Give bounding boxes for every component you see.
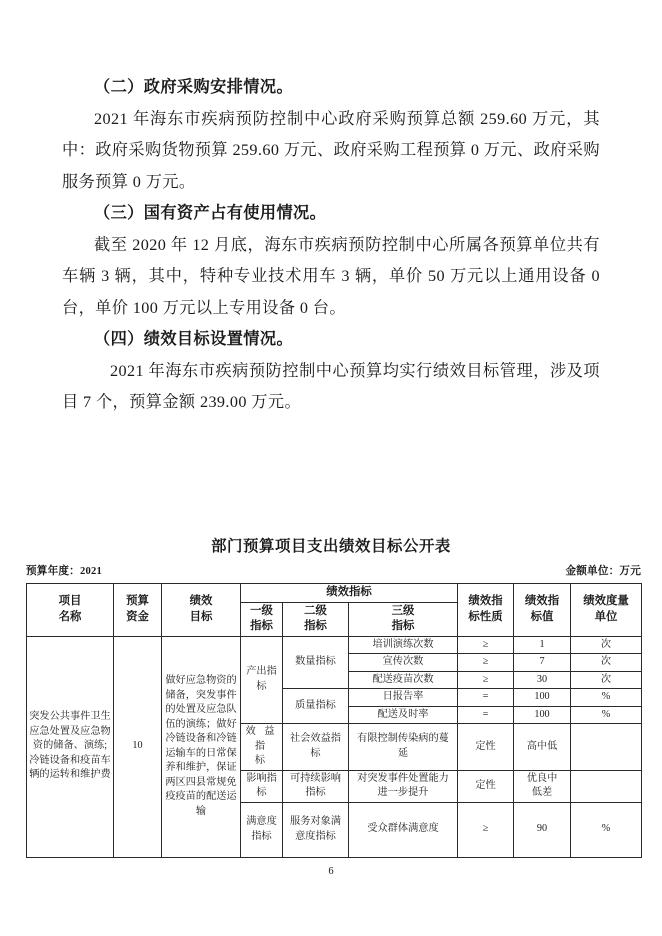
cell-nature: ≥ <box>458 636 514 654</box>
cell-level1-satisfaction-line2: 指标 <box>251 830 272 842</box>
section-paragraph-4: 2021 年海东市疾病预防控制中心预算均实行绩效目标管理，涉及项目 7 个，预算金额 239.00 万元。 <box>62 361 600 411</box>
header-level3-line1: 三级 <box>391 604 415 617</box>
cell-level1-impact-line2: 标 <box>256 787 267 798</box>
cell-value: 30 <box>514 671 571 689</box>
table-header-row-1 <box>27 584 642 603</box>
section-paragraph-3: 截至 2020 年 12 月底，海东市疾病预防控制中心所属各预算单位共有车辆 3 辆，其中，特种专业技术用车 3 辆，单价 50 万元以上通用设备 0 台，单价 100 万元以上专用设备 0 台。 <box>62 235 600 317</box>
header-unit-line1: 绩效度量 <box>583 595 629 608</box>
cell-budget: 10 <box>114 636 162 857</box>
header-target-line1: 绩效 <box>189 595 213 608</box>
performance-target-table <box>26 583 642 858</box>
cell-level3-line2: 进一步提升 <box>377 787 429 798</box>
cell-level3: 日报告率 <box>349 689 458 707</box>
cell-level2-service-satisfaction-line1: 服务对象满 <box>290 816 341 827</box>
cell-value: 高中低 <box>514 724 571 771</box>
cell-value-line2: 低差 <box>531 787 553 798</box>
cell-performance-target: 做好应急物资的储备，突发事件的处置及应急队伍的演练；做好冷链设备和冷链运输车的日常保养和维护，保证两区四县常规免疫疫苗的配送运输 <box>162 636 241 857</box>
cell-level3: 受众群体满意度 <box>349 802 458 857</box>
cell-level3: 配送及时率 <box>349 706 458 724</box>
cell-level1-output <box>241 636 283 724</box>
header-level3-line2: 指标 <box>391 620 415 632</box>
header-level2-line1: 二级 <box>304 604 327 617</box>
header-project-name <box>27 584 114 637</box>
cell-value <box>514 770 571 802</box>
cell-level2-sustainable-impact <box>283 770 349 802</box>
cell-unit: 次 <box>571 654 642 672</box>
cell-nature: ≥ <box>458 802 514 857</box>
cell-unit: 次 <box>571 671 642 689</box>
cell-level1-benefit-line1: 效 益 指 <box>245 726 278 752</box>
cell-unit <box>571 724 642 771</box>
cell-nature: ≥ <box>458 671 514 689</box>
cell-level1-impact-line1: 影响指 <box>246 772 277 784</box>
section-paragraph-2: 2021 年海东市疾病预防控制中心政府采购预算总额 259.60 万元，其中：政府采购货物预算 259.60 万元、政府采购工程预算 0 万元、政府采购服务预算 0 万元。 <box>62 109 600 191</box>
cell-level2-quantity: 数量指标 <box>283 636 349 689</box>
cell-level3 <box>349 770 458 802</box>
cell-level1-impact <box>241 770 283 802</box>
header-project-name-line2: 名称 <box>58 610 82 623</box>
cell-level3-line2: 延 <box>397 747 409 759</box>
section-heading-2: （二）政府采购安排情况。 <box>94 78 294 96</box>
header-measure-unit <box>571 584 642 637</box>
header-group-performance-indicator: 绩效指标 <box>241 584 458 603</box>
header-unit-line2: 单位 <box>594 610 618 623</box>
header-value-line1: 绩效指 <box>524 595 560 608</box>
table-title: 部门预算项目支出绩效目标公开表 <box>211 538 451 555</box>
cell-nature: ≥ <box>458 654 514 672</box>
cell-level2-quality: 质量指标 <box>283 689 349 724</box>
cell-nature: 定性 <box>458 724 514 771</box>
cell-level1-satisfaction-line1: 满意度 <box>246 816 277 827</box>
cell-level1-satisfaction <box>241 802 283 857</box>
table-meta <box>26 563 641 578</box>
cell-unit: % <box>571 706 642 724</box>
header-value-line2: 标值 <box>530 610 554 623</box>
table-row <box>27 636 642 654</box>
cell-level2-social-benefit-line2: 标 <box>310 747 321 759</box>
cell-level3: 培训演练次数 <box>349 636 458 654</box>
cell-level1-benefit <box>241 724 283 771</box>
cell-value-line1: 优良中 <box>526 772 558 784</box>
header-level2-indicator <box>283 602 349 636</box>
cell-level3: 配送疫苗次数 <box>349 671 458 689</box>
cell-level2-social-benefit <box>283 724 349 771</box>
header-budget-line1: 预算 <box>126 595 149 608</box>
amount-unit-label: 金额单位：万元 <box>565 566 641 577</box>
header-indicator-value <box>514 584 571 637</box>
cell-level1-output-line2: 标 <box>256 680 267 692</box>
cell-value: 7 <box>514 654 571 672</box>
cell-level3 <box>349 724 458 771</box>
budget-year-label: 预算年度：2021 <box>26 566 102 577</box>
document-body <box>62 72 600 419</box>
header-level3-indicator <box>349 602 458 636</box>
cell-value: 100 <box>514 706 571 724</box>
cell-nature: 定性 <box>458 770 514 802</box>
cell-level3-line1: 对突发事件处置能力 <box>357 772 449 784</box>
header-budget <box>114 584 162 637</box>
header-nature-line2: 标性质 <box>468 610 503 623</box>
cell-nature: = <box>458 706 514 724</box>
header-level1-line2: 指标 <box>250 620 273 632</box>
cell-level2-service-satisfaction-line2: 意度指标 <box>295 830 336 842</box>
cell-level1-benefit-line2: 标 <box>254 755 269 766</box>
header-level1-line1: 一级 <box>250 604 273 617</box>
cell-level1-output-line1: 产出指 <box>246 666 277 678</box>
header-indicator-nature <box>458 584 514 637</box>
cell-value: 1 <box>514 636 571 654</box>
header-level1-indicator <box>241 602 283 636</box>
header-budget-line2: 资金 <box>126 610 149 623</box>
cell-project-name: 突发公共事件卫生应急处置及应急物资的储备、演练;冷链设备和疫苗车辆的运转和维护费 <box>27 636 114 857</box>
cell-nature: = <box>458 689 514 707</box>
section-heading-3: （三）国有资产占有使用情况。 <box>94 204 327 222</box>
cell-level2-social-benefit-line1: 社会效益指 <box>290 733 341 745</box>
cell-level2-sustainable-impact-line2: 指标 <box>305 787 326 798</box>
cell-unit: % <box>571 689 642 707</box>
cell-unit <box>571 770 642 802</box>
cell-level2-service-satisfaction <box>283 802 349 857</box>
cell-value: 100 <box>514 689 571 707</box>
cell-level3-line1: 有限控制传染病的蔓 <box>357 733 449 745</box>
header-target-line2: 目标 <box>189 610 213 623</box>
cell-value: 90 <box>514 802 571 857</box>
header-nature-line1: 绩效指 <box>468 595 503 608</box>
cell-level2-sustainable-impact-line1: 可持续影响 <box>290 772 341 784</box>
cell-level3: 宣传次数 <box>349 654 458 672</box>
header-level2-line2: 指标 <box>304 620 327 632</box>
header-performance-target <box>162 584 241 637</box>
cell-unit: % <box>571 802 642 857</box>
section-heading-4: （四）绩效目标设置情况。 <box>94 330 294 348</box>
header-project-name-line1: 项目 <box>58 595 82 608</box>
cell-unit: 次 <box>571 636 642 654</box>
page-number: 6 <box>328 866 334 877</box>
